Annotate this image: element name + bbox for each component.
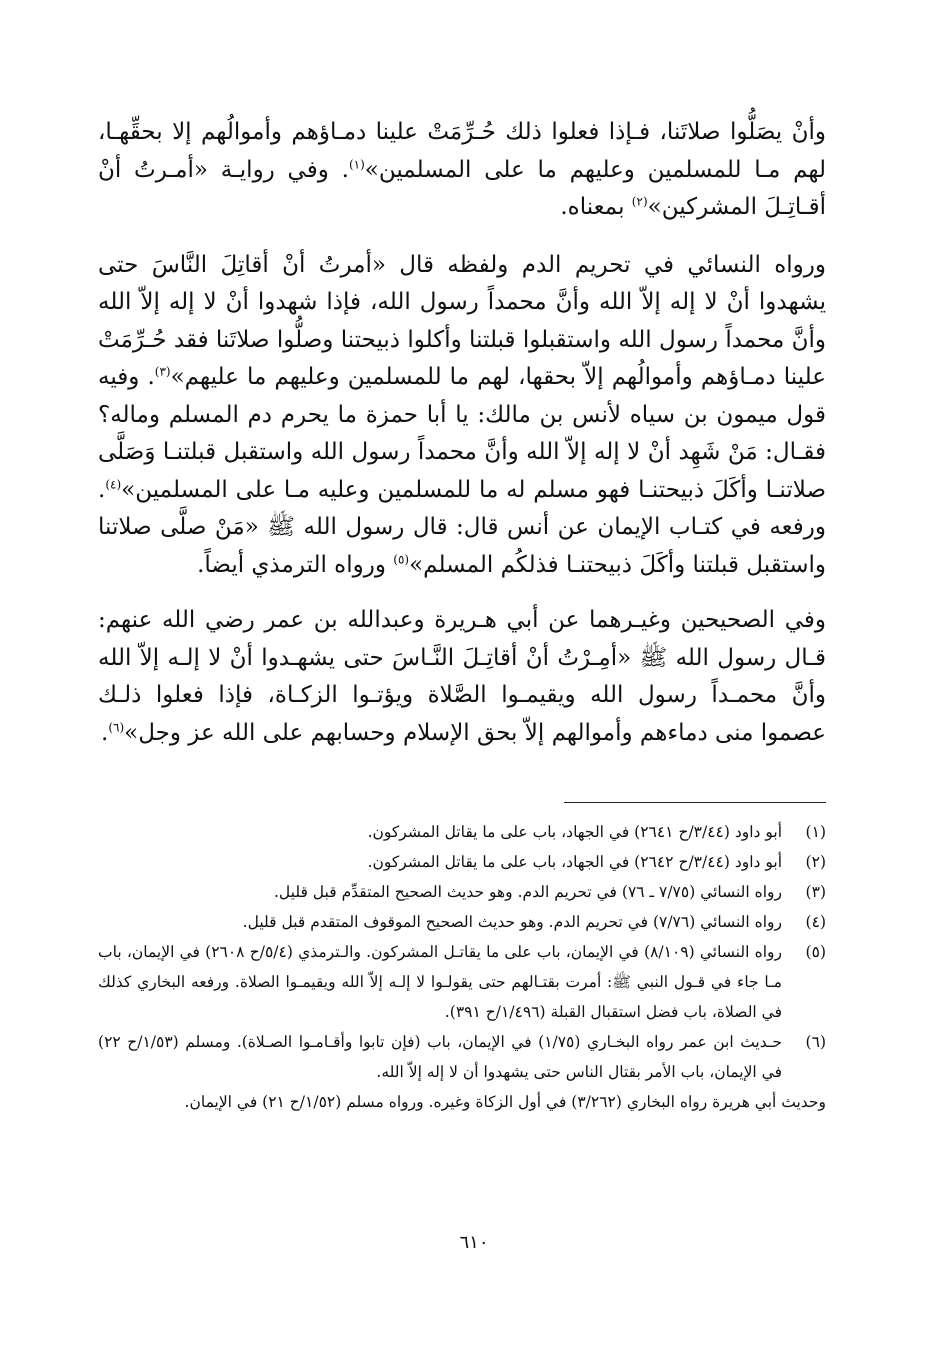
footnote-5 [98,937,826,1027]
paragraph-3 [98,602,826,752]
paragraph-text: وأنْ يصَلُّوا صلاتَنا، فـإذا فعلوا ذلك حُـرِّمَتْ علينا دمـاؤهم وأموالُهم إلا بحقِّهـا، لهم مـا للمسلمين وعليهم ما على المسلمين» [98,119,827,183]
paragraph-2 [98,247,826,585]
footnote-4 [98,907,826,937]
footnote-6 [98,1027,826,1087]
page-number: ٦١٠ [459,1232,489,1253]
footnote-number: (٦) [805,1033,826,1051]
footnote-ref: (٢) [631,194,648,209]
paragraph-text: ورواه الترمذي أيضاً. [197,551,394,578]
footnote-text: رواه النسائي (٨/١٠٩) في الإيمان، باب على ما يقاتـل المشركون. والـترمذي (٥/٤/ح ٢٦٠٨) في الإيمان، باب مـا جاء في قـول النبي ﷺ: أمرت بقتـالهم حتى يقولـوا لا إلـه إلاّ الله ويقيمـوا الصلاة. ورفعه البخاري كذلك في الصلاة، باب فضل استقبال القبلة (١/٤٩٦/ح ٣٩١). [98,943,782,1021]
footnote-continuation: وحديث أبي هريرة رواه البخاري (٣/٢٦٢) في أول الزكاة وغيره. ورواه مسلم (١/٥٢/ح ٢١) في الإيمان. [184,1093,826,1111]
footnote-ref: (٣) [154,364,171,379]
paragraph-text: . وفيه قول ميمون بن سياه لأنس بن مالك: يا أبا حمزة ما يحرم دم المسلم وماله؟ فقـال: مَنْ شَهِد أنْ لا إله إلاّ الله وأنَّ محمداً رسول الله واستقبل قبلتنـا وَصَلَّى صلاتنـا وأكَلَ ذبيحتنـا فهو مسلم له ما للمسلمين وعليه مـا على المسلمين» [98,364,826,503]
paragraph-text: . وفي روايـة «أمـرتُ أنْ أقـاتِـلَ المشركين» [98,156,826,220]
footnote-text: حـديث ابن عمر رواه البخـاري (١/٧٥) في الإيمان، باب (فإن تابوا وأقـامـوا الصـلاة). ومسلم (١/٥٣/ح ٢٢) في الإيمان، باب الأمر بقتال الناس حتى يشهدوا أن لا إله إلاّ الله. [98,1033,782,1081]
footnote-text: أبو داود (٣/٤٤/ح ٢٦٤١) في الجهاد، باب على ما يقاتل المشركون. [367,823,782,841]
footnote-ref: (٤) [105,476,122,491]
footnote-number: (٤) [805,913,826,931]
footnote-ref: (١) [348,156,365,171]
footnote-divider [564,802,826,803]
footnote-2 [98,847,826,877]
footnote-number: (١) [805,823,826,841]
footnote-ref: (٦) [108,719,125,734]
footnotes [98,817,826,1117]
footnote-number: (٣) [805,883,826,901]
main-text [98,114,826,752]
footnote-number: (٥) [805,943,826,961]
footnote-1 [98,817,826,847]
footnote-text: رواه النسائي (٧/٧٦) في تحريم الدم. وهو حديث الصحيح الموقوف المتقدم قبل قليل. [242,913,782,931]
paragraph-text: ورواه النسائي في تحريم الدم ولفظه قال «أمرتُ أنْ أقاتِلَ النَّاسَ حتى يشهدوا أنْ لا إله إلاّ الله وأنَّ محمداً رسول الله، فإذا شهدوا أنْ لا إله إلاّ الله وأنَّ محمداً رسول الله واستقبلوا قبلتنا وأكلوا ذبيحتنا وصلُّوا صلاتَنا فقد حُـرِّمَتْ علينا دمـاؤهم وأموالُهم إلاّ بحقها، لهم ما للمسلمين وعليهم ما عليهم» [98,251,826,390]
footnote-text: رواه النسائي (٧/٧٥ ـ ٧٦) في تحريم الدم. وهو حديث الصحيح المتقدِّم قبل قليل. [274,883,782,901]
paragraph-text: وفي الصحيحين وغيـرهما عن أبي هـريرة وعبدالله بن عمر رضي الله عنهم: قـال رسول الله ﷺ «أمِـرْتُ أنْ أقاتِـلَ النَّـاسَ حتى يشهـدوا أنْ لا إلـه إلاّ الله وأنَّ محمـداً رسول الله ويقيمـوا الصَّلاة ويؤتـوا الزكـاة، فإذا فعلوا ذلـك عصموا منى دماءهم وأموالهم إلاّ بحق الإسلام وحسابهم على الله عز وجل» [98,607,826,746]
footnote-3 [98,877,826,907]
paragraph-1 [98,114,826,227]
footnote-ref: (٥) [393,551,410,566]
paragraph-text: . [101,719,109,746]
paragraph-text: بمعناه. [560,194,632,220]
paragraph-text: . ورفعه في كتـاب الإيمان عن أنس قال: قال رسول الله ﷺ «مَنْ صلَّى صلاتنا واستقبل قبلتنا وأكَلَ ذبيحتنـا فذلكُم المسلم» [98,476,826,578]
footnote-number: (٢) [805,853,826,871]
footnote-text: أبو داود (٣/٤٤/ح ٢٦٤٢) في الجهاد، باب على ما يقاتل المشركون. [367,853,782,871]
